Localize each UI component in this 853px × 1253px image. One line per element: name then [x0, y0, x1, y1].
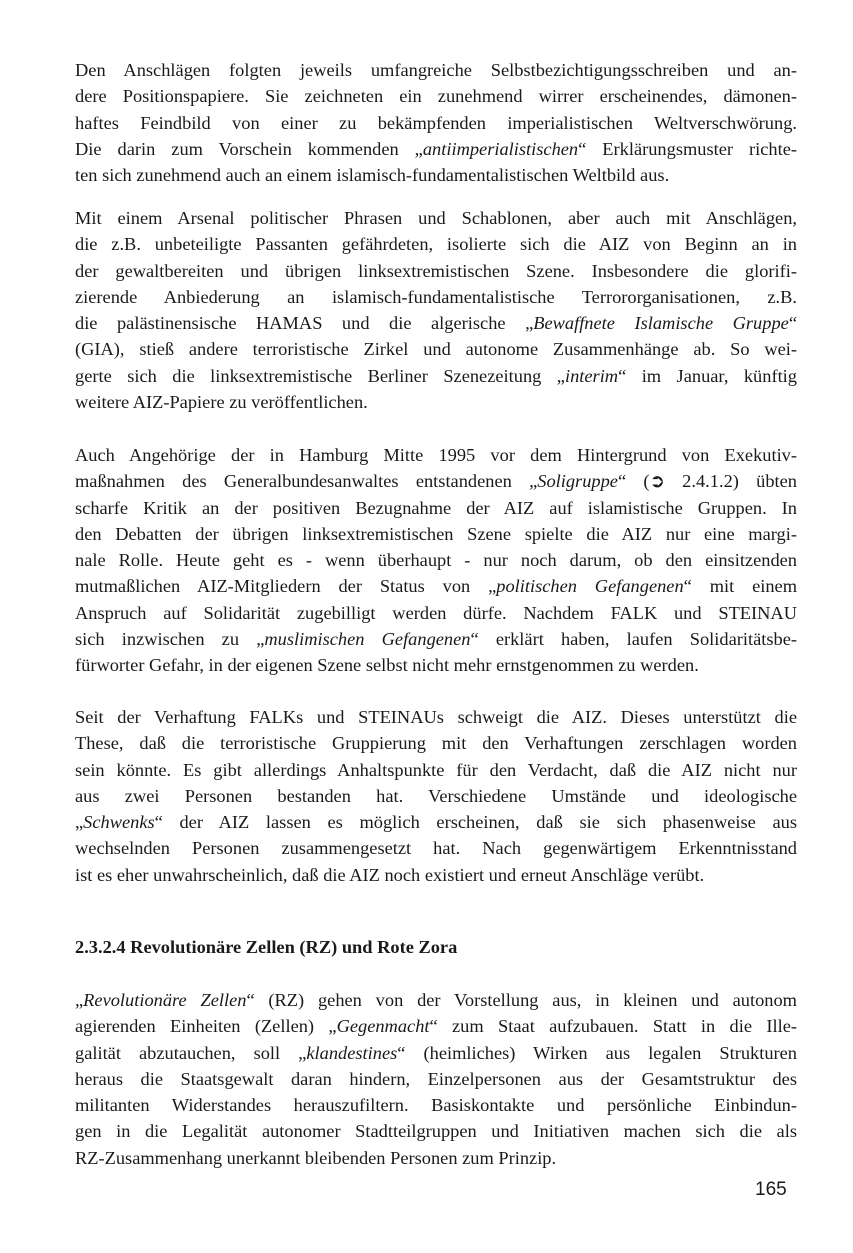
section-heading: 2.3.2.4 Revolutionäre Zellen (RZ) und Rote Zora	[75, 937, 458, 957]
italic-term: Revolutionäre Zellen	[83, 990, 247, 1010]
paragraph-3	[75, 442, 797, 679]
text-line: wechselnden Personen zusammengesetzt hat. Nach gegenwärtigem Erkenntnisstand	[75, 838, 797, 859]
italic-term: Bewaffnete Islamische Gruppe	[533, 313, 789, 334]
paragraph-2	[75, 205, 797, 415]
text-line: „Schwenks“ der AIZ lassen es möglich erscheinen, daß sie sich phasenweise aus	[75, 812, 797, 833]
text-line: sein könnte. Es gibt allerdings Anhaltspunkte für den Verdacht, daß die AIZ nicht nur	[75, 759, 797, 780]
text-line: scharfe Kritik an der positiven Bezugnahme der AIZ auf islamistische Gruppen. In	[75, 497, 797, 518]
italic-term: klandestines	[306, 1042, 398, 1063]
text-line: zierende Anbiederung an islamisch-fundamentalistische Terrororganisationen, z.B.	[75, 286, 797, 307]
paragraph-1	[75, 57, 797, 188]
text-line: den Debatten der übrigen linksextremistischen Szene spielte die AIZ nur eine margi-	[75, 523, 797, 544]
italic-term: Gegenmacht	[336, 1016, 430, 1037]
text-line: haftes Feindbild von einer zu bekämpfenden imperialistischen Weltverschwörung.	[75, 112, 797, 133]
paragraph-4	[75, 704, 797, 888]
text-line: mutmaßlichen AIZ-Mitgliedern der Status von „politischen Gefangenen“ mit einem	[75, 576, 798, 597]
text-line: (GIA), stieß andere terroristische Zirkel und autonome Zusammenhänge ab. So wei-	[75, 339, 797, 360]
text-line: maßnahmen des Generalbundesanwaltes entstandenen „Soligruppe“ (➲ 2.4.1.2) übten	[75, 471, 798, 492]
italic-term: antiimperialistischen	[422, 138, 579, 159]
text-line: sich inzwischen zu „muslimischen Gefangenen“ erklärt haben, laufen Solidaritätsbe-	[75, 629, 797, 650]
text-line: die z.B. unbeteiligte Passanten gefährdeten, isolierte sich die AIZ von Beginn an in	[75, 234, 797, 255]
italic-term: politischen Gefangenen	[496, 576, 684, 597]
text-line: der gewaltbereiten und übrigen linksextremistischen Szene. Insbesondere die glorifi-	[75, 260, 797, 281]
text-line: Seit der Verhaftung FALKs und STEINAUs schweigt die AIZ. Dieses unterstützt die	[75, 707, 797, 727]
text-line: nale Rolle. Heute geht es - wenn überhaupt - nur noch darum, ob den einsitzenden	[75, 550, 797, 571]
text-line: These, daß die terroristische Gruppierung mit den Verhaftungen zerschlagen worden	[75, 733, 797, 754]
italic-term: Schwenks	[83, 812, 155, 833]
text-line: Anspruch auf Solidarität zugebilligt werden dürfe. Nachdem FALK und STEINAU	[75, 602, 797, 623]
text-line: gen in die Legalität autonomer Stadtteilgruppen und Initiativen machen sich die als	[75, 1121, 797, 1142]
text-line: militanten Widerstandes herauszufiltern. Basiskontakte und persönliche Einbindun-	[75, 1095, 797, 1116]
text-line: agierenden Einheiten (Zellen) „Gegenmacht“ zum Staat aufzubauen. Statt in die Ille-	[75, 1016, 797, 1037]
paragraph-5	[75, 987, 797, 1171]
page-number: 165	[755, 1179, 787, 1200]
italic-term: Soligruppe	[537, 471, 618, 492]
text-line: heraus die Staatsgewalt daran hindern, Einzelpersonen aus der Gesamtstruktur des	[75, 1068, 797, 1089]
text-line: Mit einem Arsenal politischer Phrasen und Schablonen, aber auch mit Anschlägen,	[75, 208, 797, 228]
italic-term: muslimischen Gefangenen	[264, 629, 471, 650]
text-line: Auch Angehörige der in Hamburg Mitte 1995 vor dem Hintergrund von Exekutiv-	[75, 445, 797, 465]
text-line: Den Anschlägen folgten jeweils umfangreiche Selbstbezichtigungsschreiben und an-	[75, 60, 797, 80]
text-line: aus zwei Personen bestanden hat. Verschiedene Umstände und ideologische	[75, 785, 797, 806]
text-line: galität abzutauchen, soll „klandestines“ (heimliches) Wirken aus legalen Strukturen	[75, 1042, 797, 1063]
italic-term: interim	[564, 365, 619, 386]
text-line: dere Positionspapiere. Sie zeichneten ein zunehmend wirrer erscheinendes, dämonen-	[75, 86, 797, 107]
text-line: ten sich zunehmend auch an einem islamisch-fundamentalistischen Weltbild aus.	[75, 165, 670, 186]
text-line: weitere AIZ-Papiere zu veröffentlichen.	[75, 392, 368, 413]
text-line: „Revolutionäre Zellen“ (RZ) gehen von der Vorstellung aus, in kleinen und autonom	[75, 990, 797, 1010]
text-line: RZ-Zusammenhang unerkannt bleibenden Personen zum Prinzip.	[75, 1147, 557, 1168]
text-line: gerte sich die linksextremistische Berliner Szenezeitung „interim“ im Januar, künftig	[75, 365, 797, 386]
text-line: fürworter Gefahr, in der eigenen Szene selbst nicht mehr ernstgenommen zu werden.	[75, 655, 699, 676]
text-line: ist es eher unwahrscheinlich, daß die AIZ noch existiert und erneut Anschläge verübt.	[75, 864, 705, 885]
text-line: Die darin zum Vorschein kommenden „antiimperialistischen“ Erklärungsmuster richte-	[75, 138, 797, 159]
text-line: die palästinensische HAMAS und die algerische „Bewaffnete Islamische Gruppe“	[75, 313, 797, 334]
